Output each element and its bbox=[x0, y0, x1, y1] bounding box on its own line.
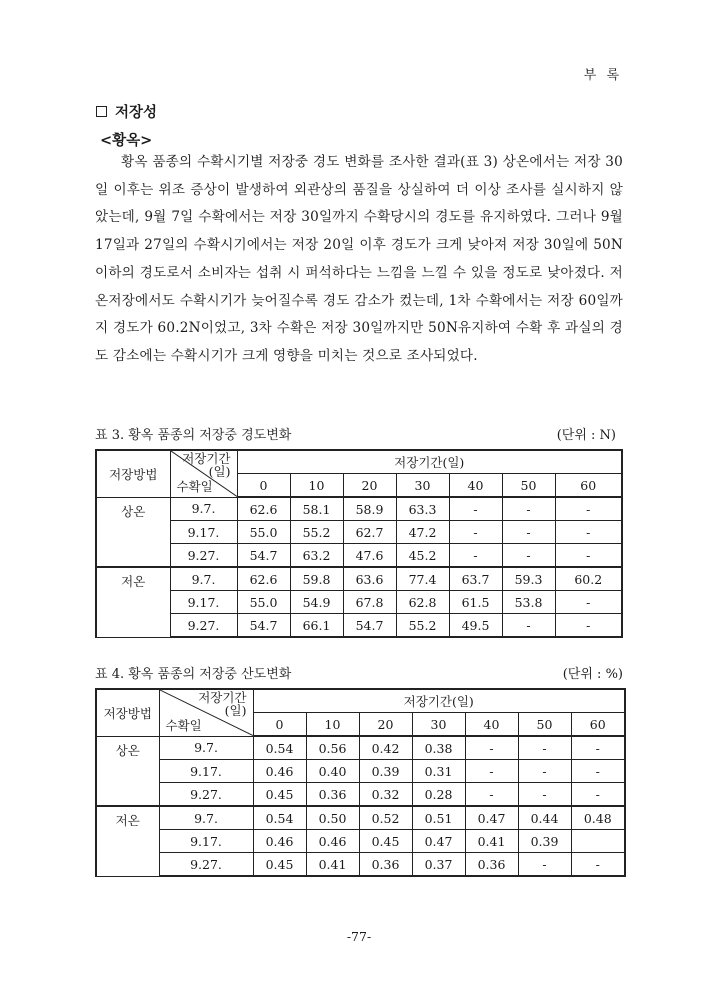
day-header: 30 bbox=[412, 713, 465, 737]
table-row bbox=[96, 497, 622, 521]
value-cell: - bbox=[555, 614, 622, 638]
value-cell: 54.9 bbox=[290, 591, 343, 614]
value-cell: - bbox=[555, 521, 622, 544]
harvest-date-cell: 9.17. bbox=[170, 591, 237, 614]
harvest-date-cell: 9.7. bbox=[159, 736, 253, 760]
table-row bbox=[96, 806, 625, 830]
value-cell: 0.28 bbox=[412, 783, 465, 807]
value-cell: - bbox=[555, 544, 622, 568]
diag-bottom-label: 수확일 bbox=[176, 478, 213, 494]
value-cell: 58.9 bbox=[343, 497, 396, 521]
value-cell: 0.47 bbox=[465, 806, 518, 830]
value-cell: 55.0 bbox=[237, 521, 290, 544]
harvest-date-cell: 9.7. bbox=[170, 567, 237, 591]
day-header: 0 bbox=[253, 713, 306, 737]
harvest-date-cell: 9.27. bbox=[170, 544, 237, 568]
day-header: 10 bbox=[290, 474, 343, 498]
harvest-date-cell: 9.27. bbox=[159, 853, 253, 877]
value-cell: - bbox=[502, 544, 555, 568]
body-paragraph: 황옥 품종의 수확시기별 저장중 경도 변화를 조사한 결과(표 3) 상온에서는 저장 30일 이후는 위조 증상이 발생하여 외관상의 품질을 상실하여 더 이상 조사를 실시하지 않았는데, 9월 7일 수확에서는 저장 30일까지 수확당시의 경도를 유지하였다. 그러나 9월 17일과 27일의 수확시기에서는 저장 20일 이후 경도가 크게 낮아져 저장 30일에 50N 이하의 경도로서 소비자는 섭취 시 퍼석하다는 느낌을 느낄 수 있을 정도로 낮아졌다. 저온저장에서도 수확시기가 늦어질수록 경도 감소가 컸는데, 1차 수확에서는 저장 60일까지 경도가 60.2N이었고, 3차 수확은 저장 30일까지만 50N유지하여 수확 후 과실의 경도 감소에는 수확시기가 크게 영향을 미치는 것으로 조사되었다. bbox=[95, 154, 623, 364]
page-number: -77- bbox=[346, 929, 372, 944]
value-cell: - bbox=[502, 497, 555, 521]
value-cell: 0.46 bbox=[253, 760, 306, 783]
value-cell: 62.7 bbox=[343, 521, 396, 544]
table-row bbox=[96, 760, 625, 783]
table4-caption: 표 4. 황옥 품종의 저장중 산도변화 bbox=[95, 667, 292, 682]
value-cell: 0.39 bbox=[359, 760, 412, 783]
table4 bbox=[95, 688, 626, 877]
value-cell bbox=[571, 830, 625, 853]
value-cell: 62.6 bbox=[237, 497, 290, 521]
value-cell: 0.50 bbox=[306, 806, 359, 830]
table-row bbox=[96, 567, 622, 591]
value-cell: 54.7 bbox=[343, 614, 396, 638]
value-cell: 55.2 bbox=[290, 521, 343, 544]
value-cell: 0.36 bbox=[306, 783, 359, 807]
value-cell: - bbox=[518, 853, 571, 877]
method-cell: 상온 bbox=[96, 497, 170, 567]
value-cell: 45.2 bbox=[396, 544, 449, 568]
value-cell: 0.40 bbox=[306, 760, 359, 783]
value-cell: - bbox=[571, 783, 625, 807]
value-cell: 58.1 bbox=[290, 497, 343, 521]
value-cell: 47.2 bbox=[396, 521, 449, 544]
value-cell: 0.37 bbox=[412, 853, 465, 877]
value-cell: 49.5 bbox=[449, 614, 502, 638]
table-row bbox=[96, 853, 625, 877]
value-cell: 0.41 bbox=[306, 853, 359, 877]
day-header: 40 bbox=[449, 474, 502, 498]
value-cell: - bbox=[571, 760, 625, 783]
value-cell: - bbox=[465, 736, 518, 760]
value-cell: - bbox=[502, 521, 555, 544]
table3 bbox=[95, 449, 623, 638]
value-cell: 0.46 bbox=[306, 830, 359, 853]
day-header: 20 bbox=[359, 713, 412, 737]
value-cell: 62.6 bbox=[237, 567, 290, 591]
value-cell: 0.45 bbox=[253, 783, 306, 807]
subsection-title: <황옥> bbox=[100, 132, 153, 149]
table3-caption: 표 3. 황옥 품종의 저장중 경도변화 bbox=[95, 428, 292, 443]
table-row bbox=[96, 783, 625, 807]
period-header: 저장기간(일) bbox=[237, 450, 622, 474]
value-cell: 47.6 bbox=[343, 544, 396, 568]
harvest-date-cell: 9.17. bbox=[170, 521, 237, 544]
value-cell: 63.7 bbox=[449, 567, 502, 591]
value-cell: 0.56 bbox=[306, 736, 359, 760]
diagonal-header-cell bbox=[159, 689, 253, 736]
value-cell: - bbox=[449, 497, 502, 521]
value-cell: 0.51 bbox=[412, 806, 465, 830]
value-cell: 0.32 bbox=[359, 783, 412, 807]
value-cell: 54.7 bbox=[237, 614, 290, 638]
table-row bbox=[96, 591, 622, 614]
value-cell: 0.45 bbox=[253, 853, 306, 877]
value-cell: 0.46 bbox=[253, 830, 306, 853]
value-cell: - bbox=[518, 783, 571, 807]
value-cell: 0.31 bbox=[412, 760, 465, 783]
harvest-date-cell: 9.7. bbox=[170, 497, 237, 521]
value-cell: 0.45 bbox=[359, 830, 412, 853]
method-header: 저장방법 bbox=[96, 450, 170, 497]
value-cell: 63.6 bbox=[343, 567, 396, 591]
diag-bottom-label: 수확일 bbox=[165, 717, 202, 733]
value-cell: 59.3 bbox=[502, 567, 555, 591]
value-cell: 77.4 bbox=[396, 567, 449, 591]
value-cell: 63.3 bbox=[396, 497, 449, 521]
day-header: 10 bbox=[306, 713, 359, 737]
method-cell: 저온 bbox=[96, 806, 159, 876]
value-cell: 0.44 bbox=[518, 806, 571, 830]
diagonal-header-cell bbox=[170, 450, 237, 497]
value-cell: 0.54 bbox=[253, 806, 306, 830]
value-cell: 0.38 bbox=[412, 736, 465, 760]
method-cell: 상온 bbox=[96, 736, 159, 806]
day-header: 60 bbox=[555, 474, 622, 498]
value-cell: 61.5 bbox=[449, 591, 502, 614]
value-cell: - bbox=[555, 591, 622, 614]
value-cell: - bbox=[449, 521, 502, 544]
value-cell: 55.2 bbox=[396, 614, 449, 638]
checkbox-icon bbox=[96, 106, 107, 117]
method-header: 저장방법 bbox=[96, 689, 159, 736]
value-cell: 0.41 bbox=[465, 830, 518, 853]
value-cell: 54.7 bbox=[237, 544, 290, 568]
value-cell: 63.2 bbox=[290, 544, 343, 568]
harvest-date-cell: 9.7. bbox=[159, 806, 253, 830]
method-cell: 저온 bbox=[96, 567, 170, 637]
table3-caption-row bbox=[95, 424, 616, 443]
diag-top-label: 저장기간 (일) bbox=[182, 451, 231, 479]
table4-caption-row bbox=[95, 663, 623, 682]
value-cell: - bbox=[465, 760, 518, 783]
value-cell: 0.36 bbox=[465, 853, 518, 877]
value-cell: - bbox=[502, 614, 555, 638]
harvest-date-cell: 9.27. bbox=[170, 614, 237, 638]
table-row bbox=[96, 544, 622, 568]
table-row bbox=[96, 736, 625, 760]
value-cell: 55.0 bbox=[237, 591, 290, 614]
value-cell: - bbox=[571, 736, 625, 760]
value-cell: - bbox=[555, 497, 622, 521]
table4-unit: (단위 : %) bbox=[562, 667, 623, 682]
section-title-text: 저장성 bbox=[115, 104, 158, 121]
day-header: 0 bbox=[237, 474, 290, 498]
value-cell: 0.52 bbox=[359, 806, 412, 830]
value-cell: - bbox=[465, 783, 518, 807]
value-cell: 59.8 bbox=[290, 567, 343, 591]
value-cell: 67.8 bbox=[343, 591, 396, 614]
harvest-date-cell: 9.17. bbox=[159, 760, 253, 783]
table-row bbox=[96, 830, 625, 853]
diag-top-label: 저장기간 (일) bbox=[198, 690, 247, 718]
table3-unit: (단위 : N) bbox=[556, 428, 616, 443]
day-header: 30 bbox=[396, 474, 449, 498]
table-row bbox=[96, 614, 622, 638]
day-header: 50 bbox=[502, 474, 555, 498]
value-cell: 0.48 bbox=[571, 806, 625, 830]
value-cell: 60.2 bbox=[555, 567, 622, 591]
harvest-date-cell: 9.27. bbox=[159, 783, 253, 807]
day-header: 60 bbox=[571, 713, 625, 737]
day-header: 50 bbox=[518, 713, 571, 737]
value-cell: 66.1 bbox=[290, 614, 343, 638]
value-cell: 53.8 bbox=[502, 591, 555, 614]
value-cell: 0.42 bbox=[359, 736, 412, 760]
value-cell: 0.36 bbox=[359, 853, 412, 877]
day-header: 40 bbox=[465, 713, 518, 737]
value-cell: 0.54 bbox=[253, 736, 306, 760]
value-cell: - bbox=[449, 544, 502, 568]
value-cell: 0.47 bbox=[412, 830, 465, 853]
period-header: 저장기간(일) bbox=[253, 689, 625, 713]
page-header: 부 록 bbox=[583, 68, 622, 83]
value-cell: - bbox=[571, 853, 625, 877]
value-cell: 0.39 bbox=[518, 830, 571, 853]
value-cell: - bbox=[518, 760, 571, 783]
day-header: 20 bbox=[343, 474, 396, 498]
value-cell: 62.8 bbox=[396, 591, 449, 614]
section-title bbox=[96, 101, 157, 122]
table-row bbox=[96, 521, 622, 544]
harvest-date-cell: 9.17. bbox=[159, 830, 253, 853]
value-cell: - bbox=[518, 736, 571, 760]
